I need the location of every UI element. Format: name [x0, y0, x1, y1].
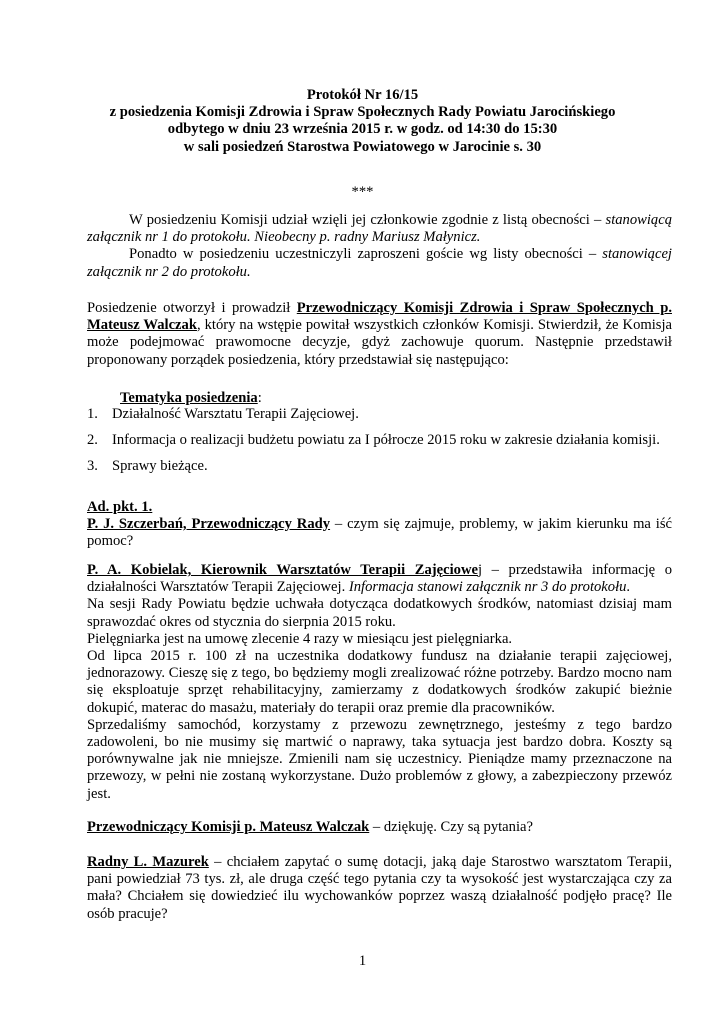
- opening-text-after: , który na wstępie powitał wszystkich członków Komisji. Stwierdził, że Komisja może podejmować prawomocne decyzje, gdyż zachowuje quorum. Następnie przedstawił proponowany porządek posiedzenia, który przedstawiał się następująco:: [87, 317, 672, 368]
- document-header: [0, 87, 725, 156]
- page-number: 1: [358, 953, 367, 969]
- councillor-question-text: – chciałem zapytać o sumę dotacji, jaką daje Starostwo warsztatom Terapii, pani powiedział 73 tys. zł, ale druga część tego pytania czy ta wysokość jest wystarczająca czy za mała? Chciałem się dowiedzieć ilu wychowanków poprzez waszą działalność podjęło pracę? Ile osób pracuje?: [87, 854, 672, 922]
- intro-p2-attachment: stanowiącej załącznik nr 2 do protokołu.: [87, 246, 672, 280]
- agenda-item-number: 2.: [87, 432, 98, 448]
- speaker-kobielak: P. A. Kobielak, Kierownik Warsztatów Terapii Zajęciowe: [87, 562, 478, 578]
- intro-section: [87, 212, 672, 281]
- agenda-item-number: 1.: [87, 406, 98, 422]
- protocol-number: Protokół Nr 16/15: [306, 87, 419, 103]
- intro-p2-text: Ponadto w posiedzeniu uczestniczyli zaproszeni goście wg listy obecności –: [129, 246, 603, 263]
- section-heading: [87, 499, 672, 516]
- opening-paragraph: [87, 300, 672, 369]
- speaker-mazurek: Radny L. Mazurek: [87, 854, 209, 870]
- chair-response: [87, 819, 672, 836]
- councillor-question: [87, 854, 672, 923]
- intro-paragraph-1: [87, 212, 672, 246]
- agenda-item-text: Działalność Warsztatu Terapii Zajęciowej.: [112, 406, 359, 422]
- answer-line: Na sesji Rady Powiatu będzie uchwała dotycząca dodatkowych środków, natomiast dzisiaj mam sprawozdać okres od stycznia do sierpnia 2015 roku.: [87, 596, 672, 630]
- answer-line: Pielęgniarka jest na umowę zlecenie 4 razy w miesiącu jest pielęgniarka.: [87, 630, 513, 647]
- opening-text-before: Posiedzenie otworzył i prowadził: [87, 300, 297, 316]
- section-1-heading: Ad. pkt. 1.: [87, 499, 153, 515]
- answer-line: Sprzedaliśmy samochód, korzystamy z przewozu zewnętrznego, jesteśmy z tego bardzo zadowoleni, bo nie musimy się martwić o naprawy, taka sytuacja jest bardzo dobra. Koszty są porównywalne jak nie mniejsze. Zmienili nam się uczestnicy. Pieniądze mamy przeznaczone na przewozy, w pełni nie zostaną wykorzystane. Dużo problemów z głowy, a zabezpieczony przewóz jest.: [87, 716, 672, 802]
- answer-attachment: Informacja stanowi załącznik nr 3 do protokołu: [348, 579, 627, 596]
- intro-paragraph-2: [87, 246, 672, 280]
- agenda-heading-colon: :: [257, 390, 262, 406]
- speaker-walczak: Przewodniczący Komisji p. Mateusz Walczak: [87, 819, 370, 835]
- chair-response-text: – dziękuję. Czy są pytania?: [369, 819, 533, 835]
- agenda-item-text: Informacja o realizacji budżetu powiatu za I półrocze 2015 roku w zakresie działania komisji.: [112, 432, 660, 448]
- answer-dot: .: [626, 579, 631, 596]
- speaker-szczerban: P. J. Szczerbań, Przewodniczący Rady: [87, 516, 331, 532]
- answer-section: [87, 562, 672, 803]
- speaker-kobielak-tail: j: [477, 562, 483, 578]
- question-text: – czym się zajmuje, problemy, w jakim kierunku ma iść pomoc?: [87, 516, 672, 550]
- header-location: w sali posiedzeń Starostwa Powiatowego w Jarocinie s. 30: [183, 138, 542, 155]
- agenda-heading-line: [87, 390, 672, 407]
- chair-name: Przewodniczący Komisji Zdrowia i Spraw Społecznych p. Mateusz Walczak: [87, 300, 672, 334]
- answer-intro-text: – przedstawiła informację o działalności Warsztatów Terapii Zajęciowej.: [87, 562, 672, 596]
- agenda-item: [87, 432, 677, 449]
- agenda-heading: Tematyka posiedzenia: [120, 390, 258, 406]
- agenda-item-text: Sprawy bieżące.: [112, 458, 208, 474]
- separator: ***: [351, 184, 374, 200]
- header-date: odbytego w dniu 23 września 2015 r. w godz. od 14:30 do 15:30: [167, 121, 558, 138]
- agenda-item-number: 3.: [87, 458, 98, 474]
- agenda-item: [87, 406, 677, 423]
- answer-line: Od lipca 2015 r. 100 zł na uczestnika dodatkowy fundusz na działanie terapii zajęciowej, jednorazowy. Cieszę się z tego, bo będziemy mogli zrealizować różne potrzeby. Bardzo mocno nam się eksploatuje sprzęt rehabilitacyjny, zamierzamy z dodatkowych środków zakupić bieżnie dokupić, materac do masażu, materiały do terapii oraz premie dla pracowników.: [87, 648, 672, 716]
- header-committee: z posiedzenia Komisji Zdrowia i Spraw Społecznych Rady Powiatu Jarocińskiego: [109, 104, 616, 121]
- question-paragraph: [87, 516, 672, 550]
- agenda-item: [87, 458, 677, 475]
- intro-p1-text: W posiedzeniu Komisji udział wzięli jej członkowie zgodnie z listą obecności –: [129, 212, 606, 228]
- intro-p1-attachment: stanowiącą załącznik nr 1 do protokołu. Nieobecny p. radny Mariusz Małynicz.: [87, 212, 672, 246]
- answer-intro: [87, 562, 672, 596]
